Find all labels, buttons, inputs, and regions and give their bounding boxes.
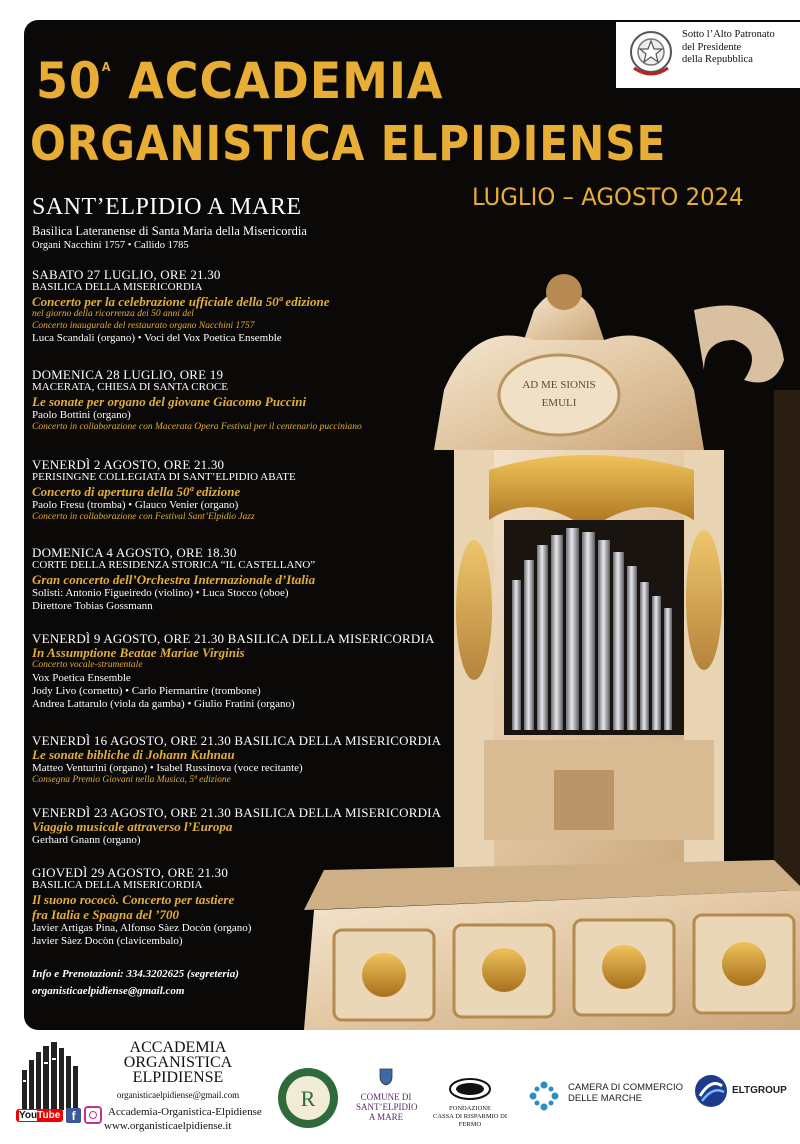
event-performers: Matteo Venturini (organo) • Isabel Russinova (voce recitante) (32, 762, 303, 774)
event-note: Concerto in collaborazione con Festival Sant’Elpidio Jazz (32, 512, 255, 522)
organ-inscription-line2: EMULI (541, 397, 577, 409)
edition-title (36, 52, 443, 110)
event-performers: Gerhard Gnann (organo) (32, 834, 141, 846)
event-block (32, 268, 330, 345)
event-datetime: DOMENICA 4 AGOSTO, ORE 18.30 (32, 545, 237, 560)
event-performers: Andrea Lattarulo (viola da gamba) • Giulio Fratini (organo) (32, 697, 295, 710)
event-datetime: GIOVEDÌ 29 AGOSTO, ORE 21.30 (32, 865, 229, 880)
eltgroup-name: ELTGROUP (732, 1085, 787, 1096)
event-venue: CORTE DELLA RESIDENZA STORICA “IL CASTELLANO” (32, 559, 316, 571)
edition-number: 50 (36, 52, 102, 110)
event-note: Concerto in collaborazione con Macerata Opera Festival per il centenario pucciniano (32, 422, 362, 432)
edition-superscript: A (101, 60, 112, 74)
event-note: Concerto vocale-strumentale (32, 660, 143, 670)
event-title: Le sonate per organo del giovane Giacomo Puccini (32, 394, 307, 409)
event-venue: PERISINGNE COLLEGIATA DI SANT’ELPIDIO ABATE (32, 471, 296, 483)
event-performers: Paolo Fresu (tromba) • Glauco Venier (organo) (32, 499, 239, 511)
event-title: Gran concerto dell’Orchestra Internazionale d’Italia (32, 572, 316, 587)
camera-commercio-icon (528, 1080, 560, 1112)
patronage-text: Sotto l’Alto Patronato del Presidente della Repubblica (682, 29, 775, 65)
facebook-icon[interactable]: f (66, 1108, 81, 1123)
event-datetime: VENERDÌ 9 AGOSTO, ORE 21.30 BASILICA DELLA MISERICORDIA (32, 631, 435, 646)
city-name: SANT’ELPIDIO A MARE (32, 194, 302, 220)
event-venue: BASILICA DELLA MISERICORDIA (32, 281, 203, 293)
event-performers: Direttore Tobias Gossmann (32, 600, 153, 612)
event-venue: MACERATA, CHIESA DI SANTA CROCE (32, 381, 228, 393)
event-block (32, 632, 435, 711)
event-block (32, 458, 296, 524)
event-block (32, 734, 441, 787)
event-title: In Assumptione Beatae Mariae Virginis (32, 645, 245, 660)
camera-commercio-logo (528, 1080, 688, 1117)
accademia-email[interactable]: organisticaelpidiense@gmail.com (116, 1090, 240, 1100)
info-phone: Info e Prenotazioni: 334.3202625 (segreteria) (32, 968, 239, 980)
event-datetime: VENERDÌ 16 AGOSTO, ORE 21.30 BASILICA DELLA MISERICORDIA (32, 733, 442, 748)
event-note: Consegna Premio Giovani nella Musica, 5ª edizione (32, 775, 231, 785)
social-icons (16, 1106, 102, 1124)
accademia-organ-pipes-logo (20, 1040, 82, 1110)
consiglio-regionale-seal-icon (276, 1066, 340, 1130)
event-venue: BASILICA DELLA MISERICORDIA (32, 879, 203, 891)
accademia-name: ACCADEMIA ORGANISTICA ELPIDIENSE (123, 1039, 233, 1086)
event-performers: Vox Poetica Ensemble (32, 671, 131, 684)
festival-dates: LUGLIO – AGOSTO 2024 (472, 183, 744, 211)
info-block (32, 966, 239, 1000)
event-performers: Jody Livo (cornetto) • Carlo Piermartire (trombone) (32, 684, 261, 697)
italian-republic-emblem-icon (628, 28, 674, 80)
event-block (32, 806, 441, 847)
title-accademia: ACCADEMIA (128, 52, 444, 110)
event-title: Concerto di apertura della 50ª edizione (32, 484, 241, 499)
comune-logo (356, 1058, 416, 1132)
event-title: Il suono rococò. Concerto per tastiere fra Italia e Spagna del ’700 (32, 892, 235, 922)
youtube-icon[interactable] (16, 1109, 63, 1122)
organs-line: Organi Nacchini 1757 • Callido 1785 (32, 240, 189, 251)
comune-shield-icon (379, 1068, 393, 1086)
eltgroup-icon (694, 1074, 728, 1108)
info-email[interactable]: organisticaelpidiense@gmail.com (32, 985, 185, 997)
sponsor-footer (0, 1030, 800, 1144)
youtube-tube: Tube (37, 1109, 61, 1121)
website-link[interactable]: www.organisticaelpidiense.it (104, 1120, 232, 1132)
event-block (32, 546, 315, 613)
patronage-box (616, 22, 800, 88)
event-title: Viaggio musicale attraverso l’Europa (32, 819, 233, 834)
fondazione-logo (432, 1070, 508, 1137)
event-title: Le sonate bibliche di Johann Kuhnau (32, 747, 235, 762)
camera-commercio-name: CAMERA DI COMMERCIO DELLE MARCHE (568, 1082, 684, 1104)
fondazione-oval-icon (448, 1078, 492, 1100)
event-performers: Javier Sàez Docòn (clavicembalo) (32, 935, 183, 947)
event-datetime: VENERDÌ 23 AGOSTO, ORE 21.30 BASILICA DELLA MISERICORDIA (32, 805, 442, 820)
event-note: Concerto inaugurale del restaurato organo Nacchini 1757 (32, 320, 255, 331)
event-performers: Javier Artigas Pina, Alfonso Sàez Docòn (organo) (32, 922, 252, 934)
youtube-you: You (19, 1109, 38, 1121)
facebook-page-name[interactable]: Accademia-Organistica-Elpidiense (108, 1106, 262, 1118)
event-note: nel giorno della ricorrenza dei 50 anni del (32, 309, 194, 319)
instagram-icon[interactable] (84, 1106, 102, 1124)
basilica-name: Basilica Lateranense di Santa Maria della Misericordia (32, 224, 307, 238)
svg-text:R: R (300, 1086, 316, 1111)
fondazione-name: FONDAZIONE CASSA DI RISPARMIO DI FERMO (433, 1105, 507, 1128)
title-organistica: ORGANISTICA ELPIDIENSE (30, 116, 667, 172)
event-datetime: DOMENICA 28 LUGLIO, ORE 19 (32, 367, 224, 382)
event-performers: Luca Scandali (organo) • Voci del Vox Poetica Ensemble (32, 332, 282, 344)
event-block (32, 368, 362, 434)
event-datetime: VENERDÌ 2 AGOSTO, ORE 21.30 (32, 457, 225, 472)
event-performers: Paolo Bottini (organo) (32, 409, 131, 421)
event-title: Concerto per la celebrazione ufficiale della 50ª edizione (32, 294, 330, 309)
eltgroup-logo (694, 1074, 794, 1113)
event-performers: Solisti: Antonio Figueiredo (violino) • Luca Stocco (oboe) (32, 587, 289, 599)
event-datetime: SABATO 27 LUGLIO, ORE 21.30 (32, 267, 221, 282)
comune-name: COMUNE DI SANT’ELPIDIO A MARE (356, 1092, 418, 1122)
organ-inscription-line1: AD ME SIONIS (522, 379, 596, 391)
event-block (32, 866, 251, 948)
